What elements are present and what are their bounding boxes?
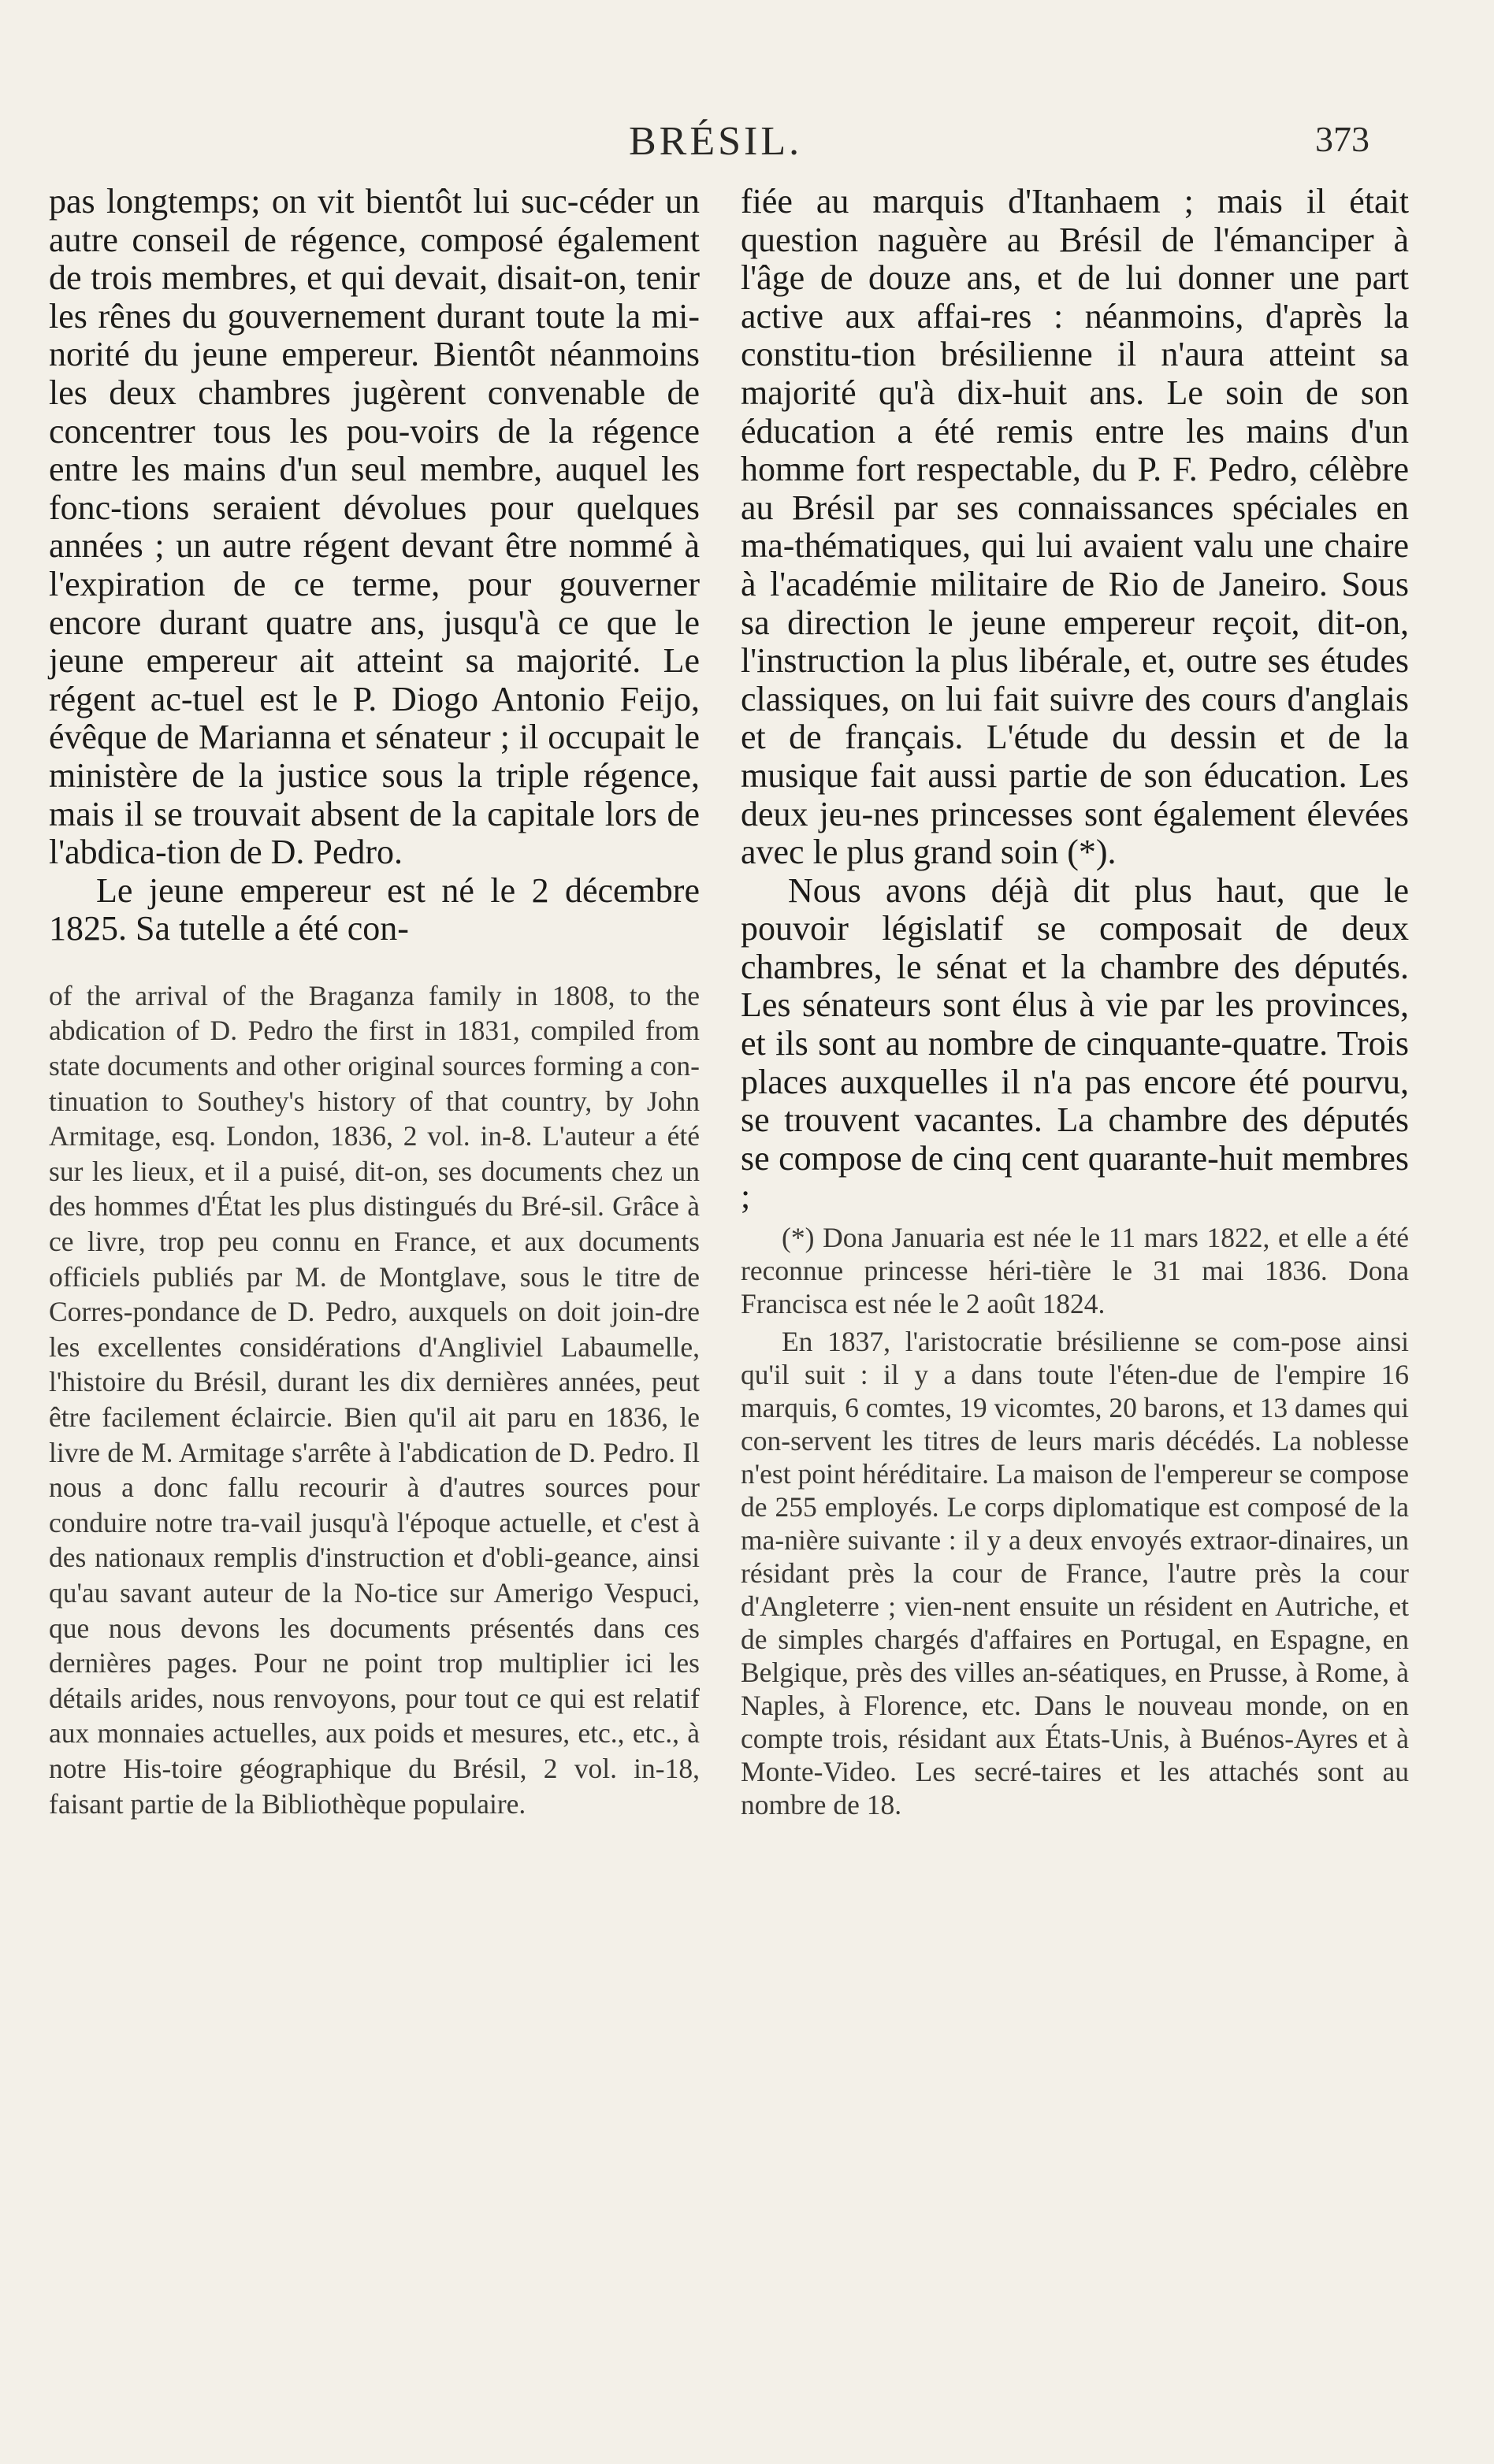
page-number: 373 [1315, 119, 1370, 159]
body-paragraph: Nous avons déjà dit plus haut, que le pouvoir législatif se composait de deux chambres, le sénat et la chambre des députés. Les sénateurs sont élus à vie par les provinces, et ils sont au nombre de cinquante-quatre. Trois places auxquelles il n'a pas encore été pourvu, se trouvent vacantes. La chambre des députés se compose de cinq cent quarante-huit membres ; [741, 870, 1409, 1216]
right-footnotes [741, 1221, 1409, 1821]
page-header [0, 118, 1494, 173]
running-title: BRÉSIL. [629, 119, 803, 164]
right-column [741, 183, 1409, 1821]
body-paragraph: fiée au marquis d'Itanhaem ; mais il était question naguère au Brésil de l'émanciper à l'âge de douze ans, et de lui donner une part active aux affai-res : néanmoins, d'après la constitu-tion brésilienne il n'aura atteint sa majorité qu'à dix-huit ans. Le soin de son éducation a été remis entre les mains d'un homme fort respectable, du P. F. Pedro, célèbre au Brésil par ses connaissances spéciales en ma-thématiques, qui lui avaient valu une chaire à l'académie militaire de Rio de Janeiro. Sous sa direction le jeune empereur reçoit, dit-on, l'instruction la plus libérale, et, outre ses études classiques, on lui fait suivre des cours d'anglais et de français. L'étude du dessin et de la musique fait aussi partie de son éducation. Les deux jeu-nes princesses sont également élevées avec le plus grand soin (*). [741, 182, 1409, 872]
body-paragraph: pas longtemps; on vit bientôt lui suc-céder un autre conseil de régence, composé également de trois membres, et qui devait, disait-on, tenir les rênes du gouvernement durant toute la mi-norité du jeune empereur. Bientôt néanmoins les deux chambres jugèrent convenable de concentrer tous les pou-voirs de la régence entre les mains d'un seul membre, auquel les fonc-tions seraient dévolues pour quelques années ; un autre régent devant être nommé à l'expiration de ce terme, pour gouverner encore durant quatre ans, jusqu'à ce que le jeune empereur ait atteint sa majorité. Le régent ac-tuel est le P. Diogo Antonio Feijo, évêque de Marianna et sénateur ; il occupait le ministère de la justice sous la triple régence, mais il se trouvait absent de la capitale lors de l'abdica-tion de D. Pedro. [49, 182, 700, 872]
left-footnotes [49, 978, 700, 1821]
left-column [49, 183, 700, 1821]
body-paragraph: Le jeune empereur est né le 2 décembre 1825. Sa tutelle a été con- [49, 870, 700, 948]
left-body-text [49, 183, 700, 948]
footnote-paragraph: En 1837, l'aristocratie brésilienne se com-pose ainsi qu'il suit : il y a dans toute l'éten-due de l'empire 16 marquis, 6 comtes, 19 vicomtes, 20 barons, et 13 dames qui con-servent les titres de leurs maris décédés. La noblesse n'est point héréditaire. La maison de l'empereur se compose de 255 employés. Le corps diplomatique est composé de la ma-nière suivante : il y a deux envoyés extraor-dinaires, un résidant près la cour de France, l'autre près la cour d'Angleterre ; vien-nent ensuite un résident en Autriche, et de simples chargés d'affaires en Portugal, en Espagne, en Belgique, près des villes an-séatiques, en Prusse, à Rome, à Naples, à Florence, etc. Dans le nouveau monde, on en compte trois, résidant aux États-Unis, à Buénos-Ayres et à Monte-Video. Les secré-taires et les attachés sont au nombre de 18. [741, 1326, 1409, 1821]
footnote-paragraph: of the arrival of the Braganza family in 1808, to the abdication of D. Pedro the first in 1831, compiled from state documents and other original sources forming a con-tinuation to Southey's history of that country, by John Armitage, esq. London, 1836, 2 vol. in-8. L'auteur a été sur les lieux, et il a puisé, dit-on, ses documents chez un des hommes d'État les plus distingués du Bré-sil. Grâce à ce livre, trop peu connu en France, et aux documents officiels publiés par M. de Montglave, sous le titre de Corres-pondance de D. Pedro, auxquels on doit join-dre les excellentes considérations d'Angliviel Labaumelle, l'histoire du Brésil, durant les dix dernières années, peut être facilement éclaircie. Bien qu'il ait paru en 1836, le livre de M. Armitage s'arrête à l'abdication de D. Pedro. Il nous a donc fallu recourir à d'autres sources pour conduire notre tra-vail jusqu'à l'époque actuelle, et c'est à des nationaux remplis d'instruction et d'obli-geance, ainsi qu'au savant auteur de la No-tice sur Amerigo Vespuci, que nous devons les documents présentés dans ces dernières pages. Pour ne point trop multiplier ici les détails arides, nous renvoyons, pour tout ce qui est relatif aux monnaies actuelles, aux poids et mesures, etc., etc., à notre His-toire géographique du Brésil, 2 vol. in-18, faisant partie de la Bibliothèque populaire. [49, 979, 700, 1820]
right-body-text [741, 183, 1409, 1216]
footnote-paragraph: (*) Dona Januaria est née le 11 mars 1822, et elle a été reconnue princesse héri-tière le 31 mai 1836. Dona Francisca est née le 2 août 1824. [741, 1222, 1409, 1320]
